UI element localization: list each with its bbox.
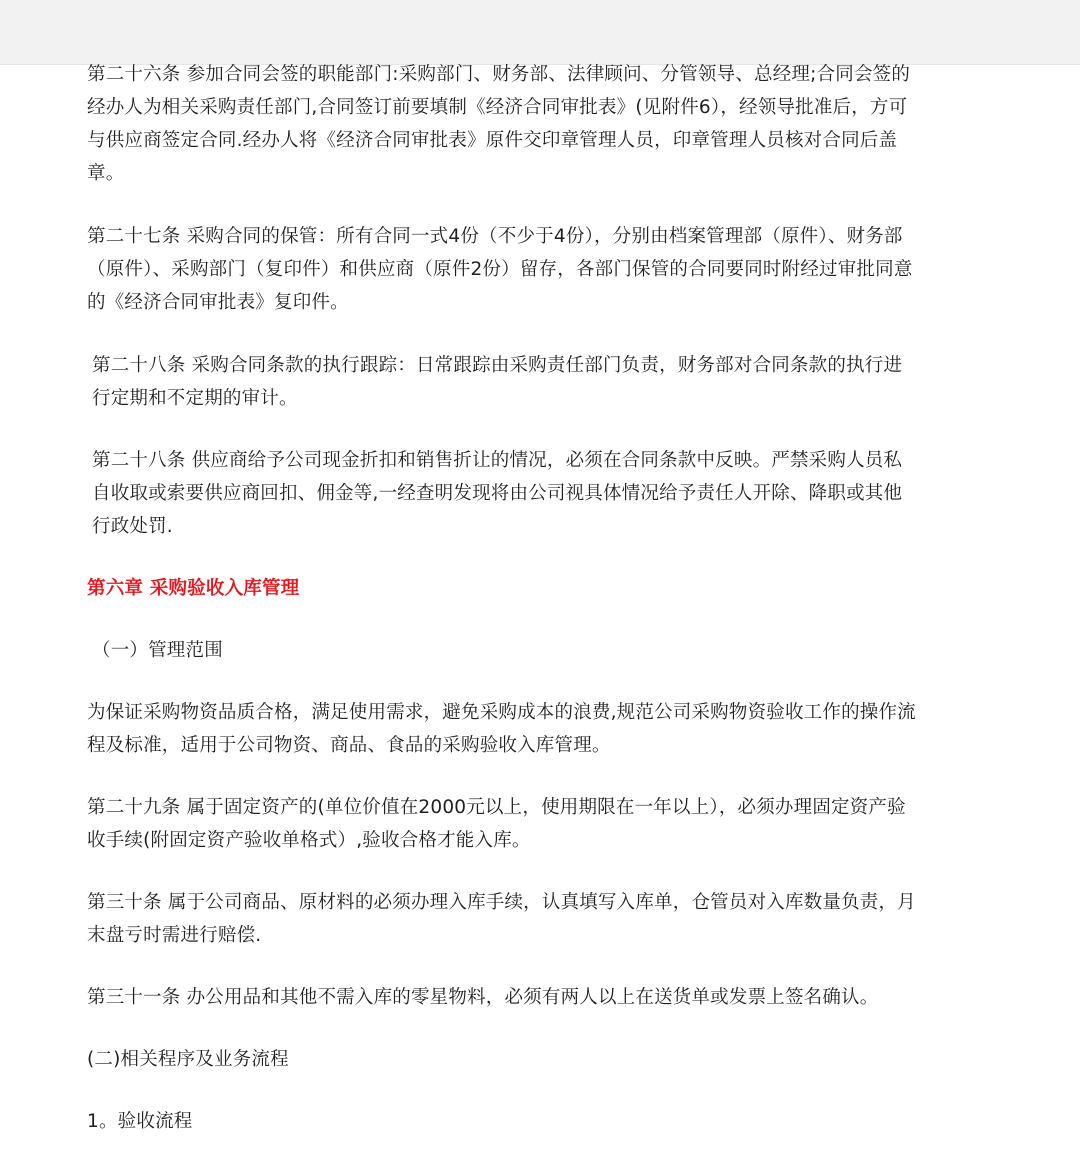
article-29-paragraph: 第二十九条 属于固定资产的(单位价值在2000元以上，使用期限在一年以上），必须办理固定资产验收手续(附固定资产验收单格式）,验收合格才能入库。 (87, 797, 906, 851)
article-26-paragraph: 第二十六条 参加合同会签的职能部门:采购部门、财务部、法律顾问、分管领导、总经理;合同会签的经办人为相关采购责任部门,合同签订前要填制《经济合同审批表》(见附件6），经领导批准后，方可与供应商签定合同.经办人将《经济合同审批表》原件交印章管理人员，印章管理人员核对合同后盖章。 (87, 64, 911, 184)
article-28-discount-paragraph: 第二十八条 供应商给予公司现金折扣和销售折让的情况，必须在合同条款中反映。严禁采购人员私自收取或索要供应商回扣、佣金等,一经查明发现将由公司视具体情况给予责任人开除、降职或其他行政处罚. (92, 450, 903, 537)
top-bar (0, 0, 1080, 65)
article-30-paragraph: 第三十条 属于公司商品、原材料的必须办理入库手续，认真填写入库单，仓管员对入库数量负责，月末盘亏时需进行赔偿. (87, 892, 916, 946)
chapter-six-title: 第六章 采购验收入库管理 (87, 578, 300, 599)
section-procedures-title: (二)相关程序及业务流程 (87, 1049, 289, 1070)
subsection-acceptance-flow-title: 1。验收流程 (87, 1111, 193, 1132)
article-31-paragraph: 第三十一条 办公用品和其他不需入库的零星物料，必须有两人以上在送货单或发票上签名确认。 (87, 987, 879, 1008)
article-28-tracking-paragraph: 第二十八条 采购合同条款的执行跟踪：日常跟踪由采购责任部门负责，财务部对合同条款的执行进行定期和不定期的审计。 (92, 355, 903, 409)
section-scope-title: （一）管理范围 (92, 640, 223, 661)
article-27-paragraph: 第二十七条 采购合同的保管：所有合同一式4份（不少于4份），分别由档案管理部（原件）、财务部（原件）、采购部门（复印件）和供应商（原件2份）留存，各部门保管的合同要同时附经过审批同意的《经济合同审批表》复印件。 (87, 226, 913, 313)
document-body (87, 58, 917, 1138)
scope-paragraph: 为保证采购物资品质合格，满足使用需求，避免采购成本的浪费,规范公司采购物资验收工作的操作流程及标准，适用于公司物资、商品、食品的采购验收入库管理。 (87, 702, 916, 756)
